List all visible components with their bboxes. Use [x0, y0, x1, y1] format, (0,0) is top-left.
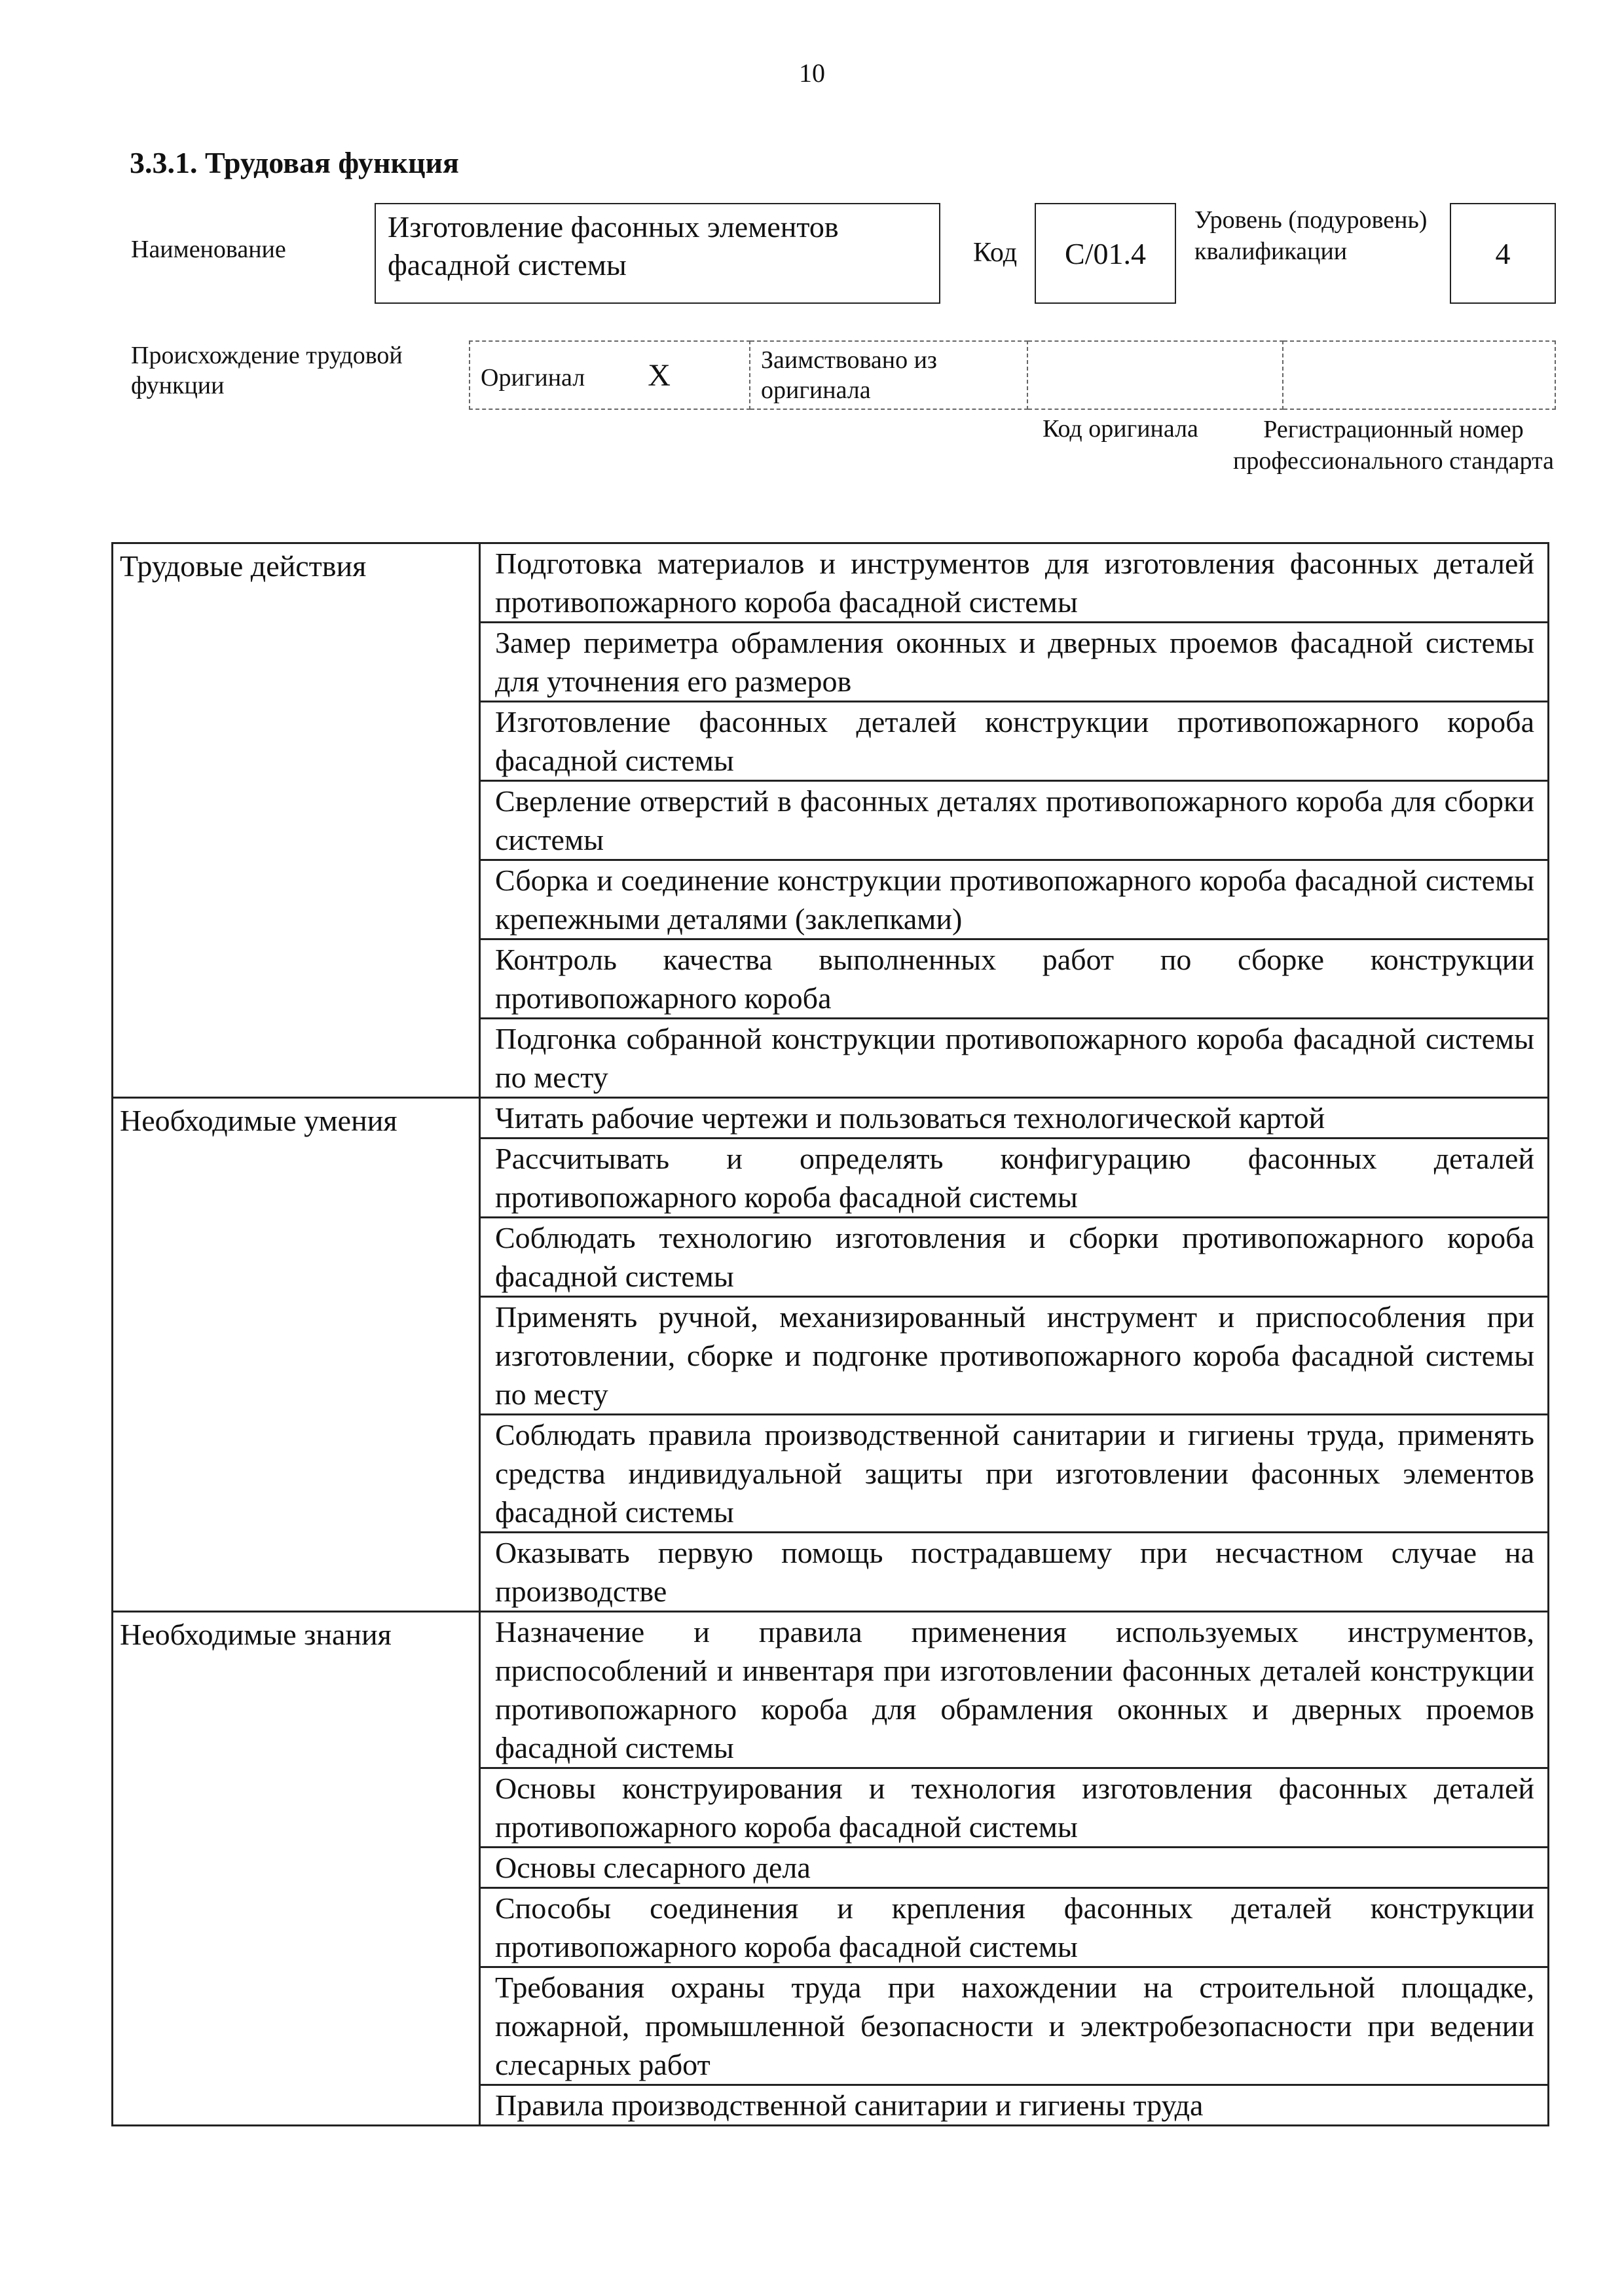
- code-value: C/01.4: [1065, 236, 1146, 270]
- reg-number-caption: Регистрационный номер профессионального стандарта: [1233, 416, 1554, 475]
- name-label: Наименование: [131, 236, 286, 263]
- item-cell: Читать рабочие чертежи и пользоваться технологической картой: [480, 1098, 1549, 1139]
- origin-original-label: Оригинал: [481, 363, 585, 392]
- table-row: [113, 1612, 1549, 1768]
- table-row: [113, 543, 1549, 623]
- origin-borrowed-label: Заимствовано из оригинала: [761, 346, 937, 404]
- origin-reg-number-cell: [1283, 341, 1555, 409]
- origin-original-mark: X: [648, 357, 671, 393]
- item-cell: Назначение и правила применения используемых инструментов, приспособлений и инвентаря при изготовлении фасонных деталей конструкции противопожарного короба для обрамления оконных и дверных проемов фасадной системы: [480, 1612, 1549, 1768]
- origin-label: Происхождение трудовой функции: [131, 342, 403, 399]
- function-name-value: Изготовление фасонных элементов фасадной системы: [388, 210, 839, 282]
- origin-original-cell: [470, 341, 750, 409]
- function-name-box: [375, 203, 940, 304]
- item-cell: Контроль качества выполненных работ по сборке конструкции противопожарного короба: [480, 939, 1549, 1019]
- item-cell: Изготовление фасонных деталей конструкции противопожарного короба фасадной системы: [480, 702, 1549, 781]
- origin-code-cell: [1027, 341, 1283, 409]
- item-cell: Основы слесарного дела: [480, 1848, 1549, 1888]
- origin-borrowed-cell: [750, 341, 1027, 409]
- code-label: Код: [973, 238, 1018, 268]
- item-cell: Соблюдать технологию изготовления и сборки противопожарного короба фасадной системы: [480, 1218, 1549, 1297]
- item-cell: Сборка и соединение конструкции противопожарного короба фасадной системы крепежными деталями (заклепками): [480, 860, 1549, 939]
- item-cell: Правила производственной санитарии и гигиены труда: [480, 2085, 1549, 2126]
- item-cell: Требования охраны труда при нахождении на строительной площадке, пожарной, промышленной безопасности и электробезопасности при ведении слесарных работ: [480, 1967, 1549, 2085]
- item-cell: Подготовка материалов и инструментов для изготовления фасонных деталей противопожарного короба фасадной системы: [480, 543, 1549, 623]
- page-number: 10: [799, 58, 825, 88]
- code-original-caption: Код оригинала: [1043, 415, 1198, 443]
- section-title: 3.3.1. Трудовая функция: [130, 146, 459, 179]
- item-cell: Оказывать первую помощь пострадавшему при несчастном случае на производстве: [480, 1533, 1549, 1612]
- item-cell: Основы конструирования и технология изготовления фасонных деталей противопожарного короба фасадной системы: [480, 1768, 1549, 1848]
- item-cell: Рассчитывать и определять конфигурацию фасонных деталей противопожарного короба фасадной системы: [480, 1139, 1549, 1218]
- item-cell: Применять ручной, механизированный инструмент и приспособления при изготовлении, сборке и подгонке противопожарного короба фасадной системы по месту: [480, 1297, 1549, 1415]
- origin-table: [469, 340, 1556, 410]
- category-cell: Трудовые действия: [113, 543, 480, 1098]
- item-cell: Подгонка собранной конструкции противопожарного короба фасадной системы по месту: [480, 1019, 1549, 1098]
- category-cell: Необходимые знания: [113, 1612, 480, 2126]
- code-box: [1035, 203, 1176, 304]
- item-cell: Способы соединения и крепления фасонных деталей конструкции противопожарного короба фасадной системы: [480, 1888, 1549, 1967]
- item-cell: Соблюдать правила производственной санитарии и гигиены труда, применять средства индивидуальной защиты при изготовлении фасонных элементов фасадной системы: [480, 1415, 1549, 1533]
- table-row: [113, 1098, 1549, 1139]
- item-cell: Замер периметра обрамления оконных и дверных проемов фасадной системы для уточнения его размеров: [480, 623, 1549, 702]
- item-cell: Сверление отверстий в фасонных деталях противопожарного короба для сборки системы: [480, 781, 1549, 860]
- category-cell: Необходимые умения: [113, 1098, 480, 1612]
- level-box: [1450, 203, 1556, 304]
- level-value: 4: [1495, 236, 1511, 270]
- main-table: [111, 542, 1549, 2126]
- level-label: Уровень (подуровень) квалификации: [1194, 206, 1428, 265]
